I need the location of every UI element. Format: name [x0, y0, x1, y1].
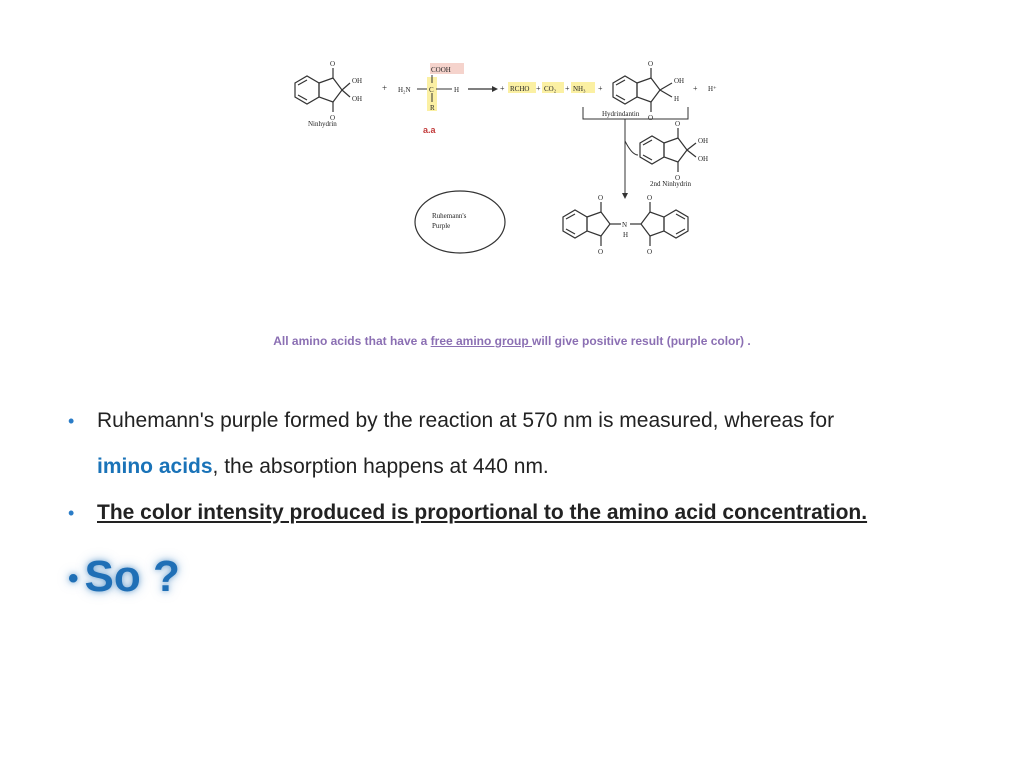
so-question — [68, 552, 180, 602]
ruhemann-o-3: O — [647, 194, 653, 202]
hydrindantin-o-top: O — [648, 60, 654, 68]
plus-1: + — [382, 83, 388, 93]
so-bullet-dot: • — [68, 562, 79, 596]
plus-2: + — [500, 84, 505, 93]
second-ninhydrin-oh-1: OH — [698, 137, 709, 145]
nh3-label: NH₃ — [573, 85, 586, 93]
bullet-2-text: The color intensity produced is proportional to the amino acid concentration. — [97, 501, 868, 524]
second-ninhydrin-oh-2: OH — [698, 155, 709, 163]
ruhemann-label-line1: Ruhemann's — [432, 212, 467, 220]
ruhemann-o-2: O — [598, 248, 604, 256]
cooh-label: COOH — [431, 66, 451, 74]
second-ninhydrin-molecule — [640, 128, 696, 172]
bullet-dot: • — [68, 411, 75, 431]
hydrindantin-h: H — [674, 95, 680, 103]
h2n-label: H₂N — [398, 86, 411, 94]
ruhemann-h: H — [623, 231, 629, 239]
aa-label: a.a — [423, 125, 436, 135]
hydrindantin-o-bottom: O — [648, 114, 654, 122]
bullet-item-intensity — [68, 490, 968, 536]
bullet-dot: • — [68, 503, 75, 523]
ninhydrin-molecule — [295, 68, 350, 112]
hydrindantin-label: Hydrindantin — [602, 110, 640, 118]
bullet-1-text-part2: , the absorption happens at 440 nm. — [212, 455, 549, 478]
down-arrowhead — [622, 193, 628, 199]
ruhemann-circle — [415, 191, 505, 253]
co2-label: CO₂ — [544, 85, 557, 93]
plus-4: + — [565, 84, 570, 93]
second-ninhydrin-connector — [625, 141, 638, 155]
plus-3: + — [536, 84, 541, 93]
ninhydrin-reaction-diagram — [280, 55, 750, 325]
ninhydrin-label: Ninhydrin — [308, 120, 337, 128]
ninhydrin-oh-2: OH — [352, 95, 363, 103]
reaction-arrowhead — [492, 86, 498, 92]
rcho-label: RCHO — [510, 85, 530, 93]
reaction-scheme-svg — [280, 55, 750, 325]
ruhemann-o-1: O — [598, 194, 604, 202]
r-group-label: R — [430, 104, 435, 112]
caption-underlined-text: free amino group — [430, 334, 532, 348]
bullet-list — [68, 398, 968, 536]
plus-5: + — [598, 84, 603, 93]
caption-text-after: will give positive result (purple color) . — [532, 334, 751, 348]
second-ninhydrin-label: 2nd Ninhydrin — [650, 180, 692, 188]
bullet-item-absorption — [68, 398, 968, 490]
imino-acids-highlight: imino acids — [97, 455, 213, 478]
ninhydrin-o-top: O — [330, 60, 336, 68]
ninhydrin-oh-1: OH — [352, 77, 363, 85]
hydrindantin-oh: OH — [674, 77, 685, 85]
alpha-h-label: H — [454, 86, 460, 94]
ninhydrin-o-bottom: O — [330, 114, 336, 122]
ruhemann-o-4: O — [647, 248, 653, 256]
ruhemann-n: N — [622, 221, 628, 229]
second-ninhydrin-o-top: O — [675, 120, 681, 128]
hydrindantin-molecule — [613, 68, 672, 112]
caption-text-before: All amino acids that have a — [273, 334, 431, 348]
so-label: So ? — [84, 552, 180, 601]
h-plus-label: H⁺ — [708, 85, 717, 93]
plus-6: + — [693, 84, 698, 93]
diagram-caption — [0, 334, 1024, 348]
bullet-1-text-part1: Ruhemann's purple formed by the reaction at 570 nm is measured, whereas for — [97, 409, 835, 432]
second-ninhydrin-o-bottom: O — [675, 174, 681, 182]
alpha-carbon-label: C — [429, 86, 434, 94]
ruhemann-label-line2: Purple — [432, 222, 451, 230]
